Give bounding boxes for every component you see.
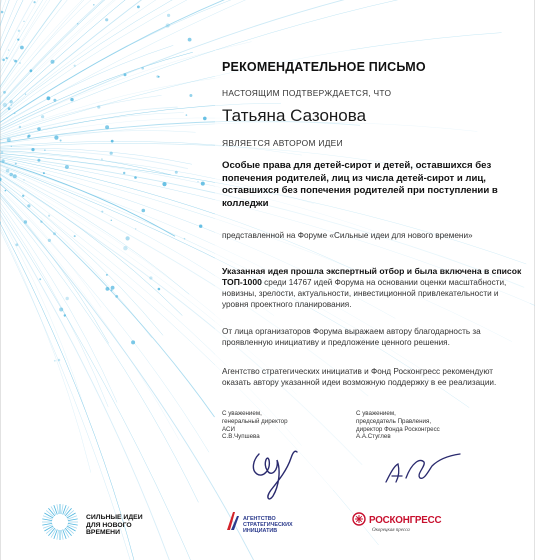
burst-line xyxy=(0,150,238,560)
burst-line xyxy=(0,150,182,316)
burst-dot xyxy=(54,136,58,140)
sig-right-role: председатель Правления, xyxy=(356,417,432,425)
ring-ray xyxy=(68,525,77,529)
burst-line xyxy=(0,150,195,560)
burst-dot xyxy=(8,49,9,50)
sig-left-person: С.В.Чупшева xyxy=(222,433,260,441)
ring-ray xyxy=(63,505,66,514)
burst-dot xyxy=(142,209,146,213)
burst-dot xyxy=(59,308,63,312)
burst-dot xyxy=(47,96,51,100)
strong-ideas-line3: ВРЕМЕНИ xyxy=(86,529,120,537)
burst-dot xyxy=(28,135,31,138)
burst-dot xyxy=(111,289,113,291)
burst-dot xyxy=(9,173,13,177)
burst-dot xyxy=(60,140,62,142)
burst-dot xyxy=(53,232,56,235)
burst-dot xyxy=(186,114,188,116)
burst-line xyxy=(0,0,116,150)
ring-ray xyxy=(42,519,52,521)
ring-ray xyxy=(63,530,66,539)
burst-dot xyxy=(64,314,66,316)
burst-dot xyxy=(105,125,109,129)
burst-line xyxy=(0,45,173,150)
burst-dot xyxy=(24,220,27,223)
strong-ideas-ring-icon xyxy=(40,502,80,542)
burst-dot xyxy=(1,159,4,162)
thanks-paragraph: От лица организаторов Форума выражаем автору благодарность за проявленную инициативу и предложение ценного решения. xyxy=(222,327,481,347)
burst-dot xyxy=(40,221,42,223)
burst-dot xyxy=(175,171,178,174)
burst-dot xyxy=(124,73,127,76)
strong-ideas-line1: СИЛЬНЫЕ ИДЕИ xyxy=(86,514,143,521)
burst-dot xyxy=(54,360,56,362)
burst-dot xyxy=(39,278,41,280)
burst-dot xyxy=(110,152,113,155)
burst-dot xyxy=(111,220,112,221)
burst-dot xyxy=(53,99,56,102)
sig-left-greeting: С уважением, xyxy=(222,410,262,417)
burst-dot xyxy=(74,65,76,67)
burst-dot xyxy=(166,23,170,27)
ring-ray xyxy=(68,519,78,521)
burst-dot xyxy=(203,117,207,121)
signature-block-left xyxy=(222,410,342,441)
burst-line xyxy=(0,150,163,335)
expert-paragraph xyxy=(222,266,522,310)
handwritten-signature-left xyxy=(245,440,305,504)
burst-dot xyxy=(2,59,5,62)
burst-dot xyxy=(162,182,166,186)
burst-dot xyxy=(48,239,51,242)
burst-dot xyxy=(97,105,100,108)
asi-line2: СТРАТЕГИЧЕСКИХ xyxy=(243,522,293,529)
burst-dot xyxy=(44,150,45,151)
burst-dot xyxy=(111,286,115,290)
burst-dot xyxy=(3,103,7,107)
burst-dot xyxy=(15,243,18,246)
burst-dot xyxy=(167,14,170,17)
handwritten-signature-right xyxy=(376,450,466,490)
burst-dot xyxy=(51,60,55,64)
ring-ray xyxy=(57,504,59,514)
burst-dot xyxy=(184,238,186,240)
burst-dot xyxy=(23,21,24,22)
burst-dot xyxy=(123,172,125,174)
ring-ray xyxy=(57,530,59,540)
burst-dot xyxy=(115,295,118,298)
burst-dot xyxy=(22,195,24,197)
sig-right-person: А.А.Стуглев xyxy=(356,433,391,441)
ring-ray xyxy=(61,530,63,540)
recipient-name: Татьяна Сазонова xyxy=(222,106,367,125)
burst-dot xyxy=(126,236,130,240)
sig-left-org: АСИ xyxy=(222,425,235,433)
strong-ideas-line2: ДЛЯ НОВОГО xyxy=(86,521,132,529)
burst-dot xyxy=(189,94,192,97)
burst-dot xyxy=(65,165,69,169)
ring-ray xyxy=(42,523,52,525)
burst-dot xyxy=(19,62,21,64)
burst-dot xyxy=(3,91,6,94)
burst-dot xyxy=(134,176,137,179)
burst-dot xyxy=(6,169,10,173)
burst-dot xyxy=(137,6,140,9)
burst-dot xyxy=(8,107,11,110)
burst-dot xyxy=(105,18,108,21)
burst-line xyxy=(0,0,163,150)
author-line: ЯВЛЯЕТСЯ АВТОРОМ ИДЕИ xyxy=(222,138,343,148)
agency-paragraph: Агентство стратегических инициатив и Фонд Росконгресс рекомендуют оказать автору указанной идеи возможную поддержку в ее реализации. xyxy=(222,367,497,387)
burst-dot xyxy=(31,148,34,151)
burst-dot xyxy=(131,340,135,344)
burst-dot xyxy=(48,215,50,217)
burst-dot xyxy=(135,228,136,229)
burst-dot xyxy=(15,163,17,165)
burst-dot xyxy=(101,211,103,213)
asi-logo xyxy=(225,510,293,537)
burst-dot xyxy=(18,30,20,32)
burst-line xyxy=(0,150,215,417)
burst-dot xyxy=(7,138,11,142)
burst-dot xyxy=(27,204,30,207)
burst-dot xyxy=(19,126,21,128)
strong-ideas-logo xyxy=(40,502,143,547)
burst-dot xyxy=(199,225,202,228)
burst-dot xyxy=(201,182,205,186)
sig-left-role: генеральный директор xyxy=(222,417,288,425)
ring-ray xyxy=(68,523,78,525)
burst-dot xyxy=(58,359,61,362)
burst-dot xyxy=(158,288,161,291)
burst-line xyxy=(0,150,167,560)
burst-dot xyxy=(111,140,114,143)
asi-arrow-icon xyxy=(225,510,241,532)
burst-dot xyxy=(0,221,1,223)
asi-line3: ИНИЦИАТИВ xyxy=(243,528,278,535)
ring-ray xyxy=(68,516,77,520)
letter-title: РЕКОМЕНДАТЕЛЬНОЕ ПИСЬМО xyxy=(222,60,426,74)
forum-line: представленной на Форуме «Сильные идеи для нового времени» xyxy=(222,231,473,240)
burst-dot xyxy=(74,235,76,237)
burst-dot xyxy=(14,113,16,115)
burst-dot xyxy=(37,159,40,162)
burst-dot xyxy=(41,115,44,118)
roscongress-subtitle: Окорецкая пресса xyxy=(372,528,410,533)
burst-line xyxy=(0,150,91,473)
burst-dot xyxy=(1,151,4,154)
burst-dot xyxy=(149,276,152,279)
burst-dot xyxy=(141,67,144,70)
burst-dot xyxy=(156,75,159,78)
idea-title: Особые права для детей-сирот и детей, оставшихся без попечения родителей, лиц из числа детей-сирот и лиц, оставшихся без попечения родителей при поступлении в колледжи xyxy=(222,160,498,210)
ring-ray xyxy=(43,525,52,529)
burst-dot xyxy=(77,23,79,25)
ring-ray xyxy=(43,516,52,520)
burst-dot xyxy=(34,1,36,3)
burst-dot xyxy=(66,297,69,300)
burst-line xyxy=(0,0,117,150)
sig-right-greeting: С уважением, xyxy=(356,410,396,417)
burst-dot xyxy=(20,46,24,50)
burst-dot xyxy=(6,57,8,59)
sig-right-org: директор Фонда Росконгресс xyxy=(356,425,440,433)
burst-dot xyxy=(188,38,192,42)
asi-line1: АГЕНТСТВО xyxy=(243,516,276,522)
burst-dot xyxy=(106,287,110,291)
burst-dot xyxy=(123,246,127,250)
burst-dot xyxy=(23,179,24,180)
expert-bold: Указанная идея прошла экспертный отбор и была включена в список ТОП-1000 xyxy=(222,266,522,287)
ring-ray xyxy=(61,504,63,514)
burst-dot xyxy=(11,146,12,147)
burst-dot xyxy=(197,181,198,182)
signature-block-right xyxy=(356,410,506,441)
burst-dot xyxy=(11,104,13,106)
burst-dot xyxy=(70,98,73,101)
burst-dot xyxy=(10,100,13,103)
burst-dot xyxy=(25,94,26,95)
roscongress-emblem-icon xyxy=(352,512,366,526)
burst-dot xyxy=(13,174,17,178)
expert-rest: среди 14767 идей Форума на основании оценки масштабности, новизны, зрелости, актуальности, инвестиционной привлекательности и уровня проектного планирования. xyxy=(222,278,507,309)
burst-dot xyxy=(17,39,19,41)
burst-dot xyxy=(101,158,103,160)
roscongress-logo xyxy=(352,512,442,533)
confirm-line: НАСТОЯЩИМ ПОДТВЕРЖДАЕТСЯ, ЧТО xyxy=(222,88,392,98)
burst-dot xyxy=(106,274,108,276)
burst-dot xyxy=(93,4,95,6)
burst-line xyxy=(0,150,108,407)
burst-line xyxy=(0,150,198,502)
burst-dot xyxy=(43,172,45,174)
burst-dot xyxy=(13,59,14,60)
burst-dot xyxy=(1,11,4,14)
burst-line xyxy=(0,0,206,150)
burst-line xyxy=(0,150,152,338)
burst-dot xyxy=(30,69,33,72)
ring-ray xyxy=(54,530,58,539)
burst-dot xyxy=(5,190,7,192)
ring-ray xyxy=(54,505,58,514)
burst-dot xyxy=(37,127,41,131)
roscongress-name: РОСКОНГРЕСС xyxy=(369,515,442,526)
burst-dot xyxy=(14,60,17,63)
